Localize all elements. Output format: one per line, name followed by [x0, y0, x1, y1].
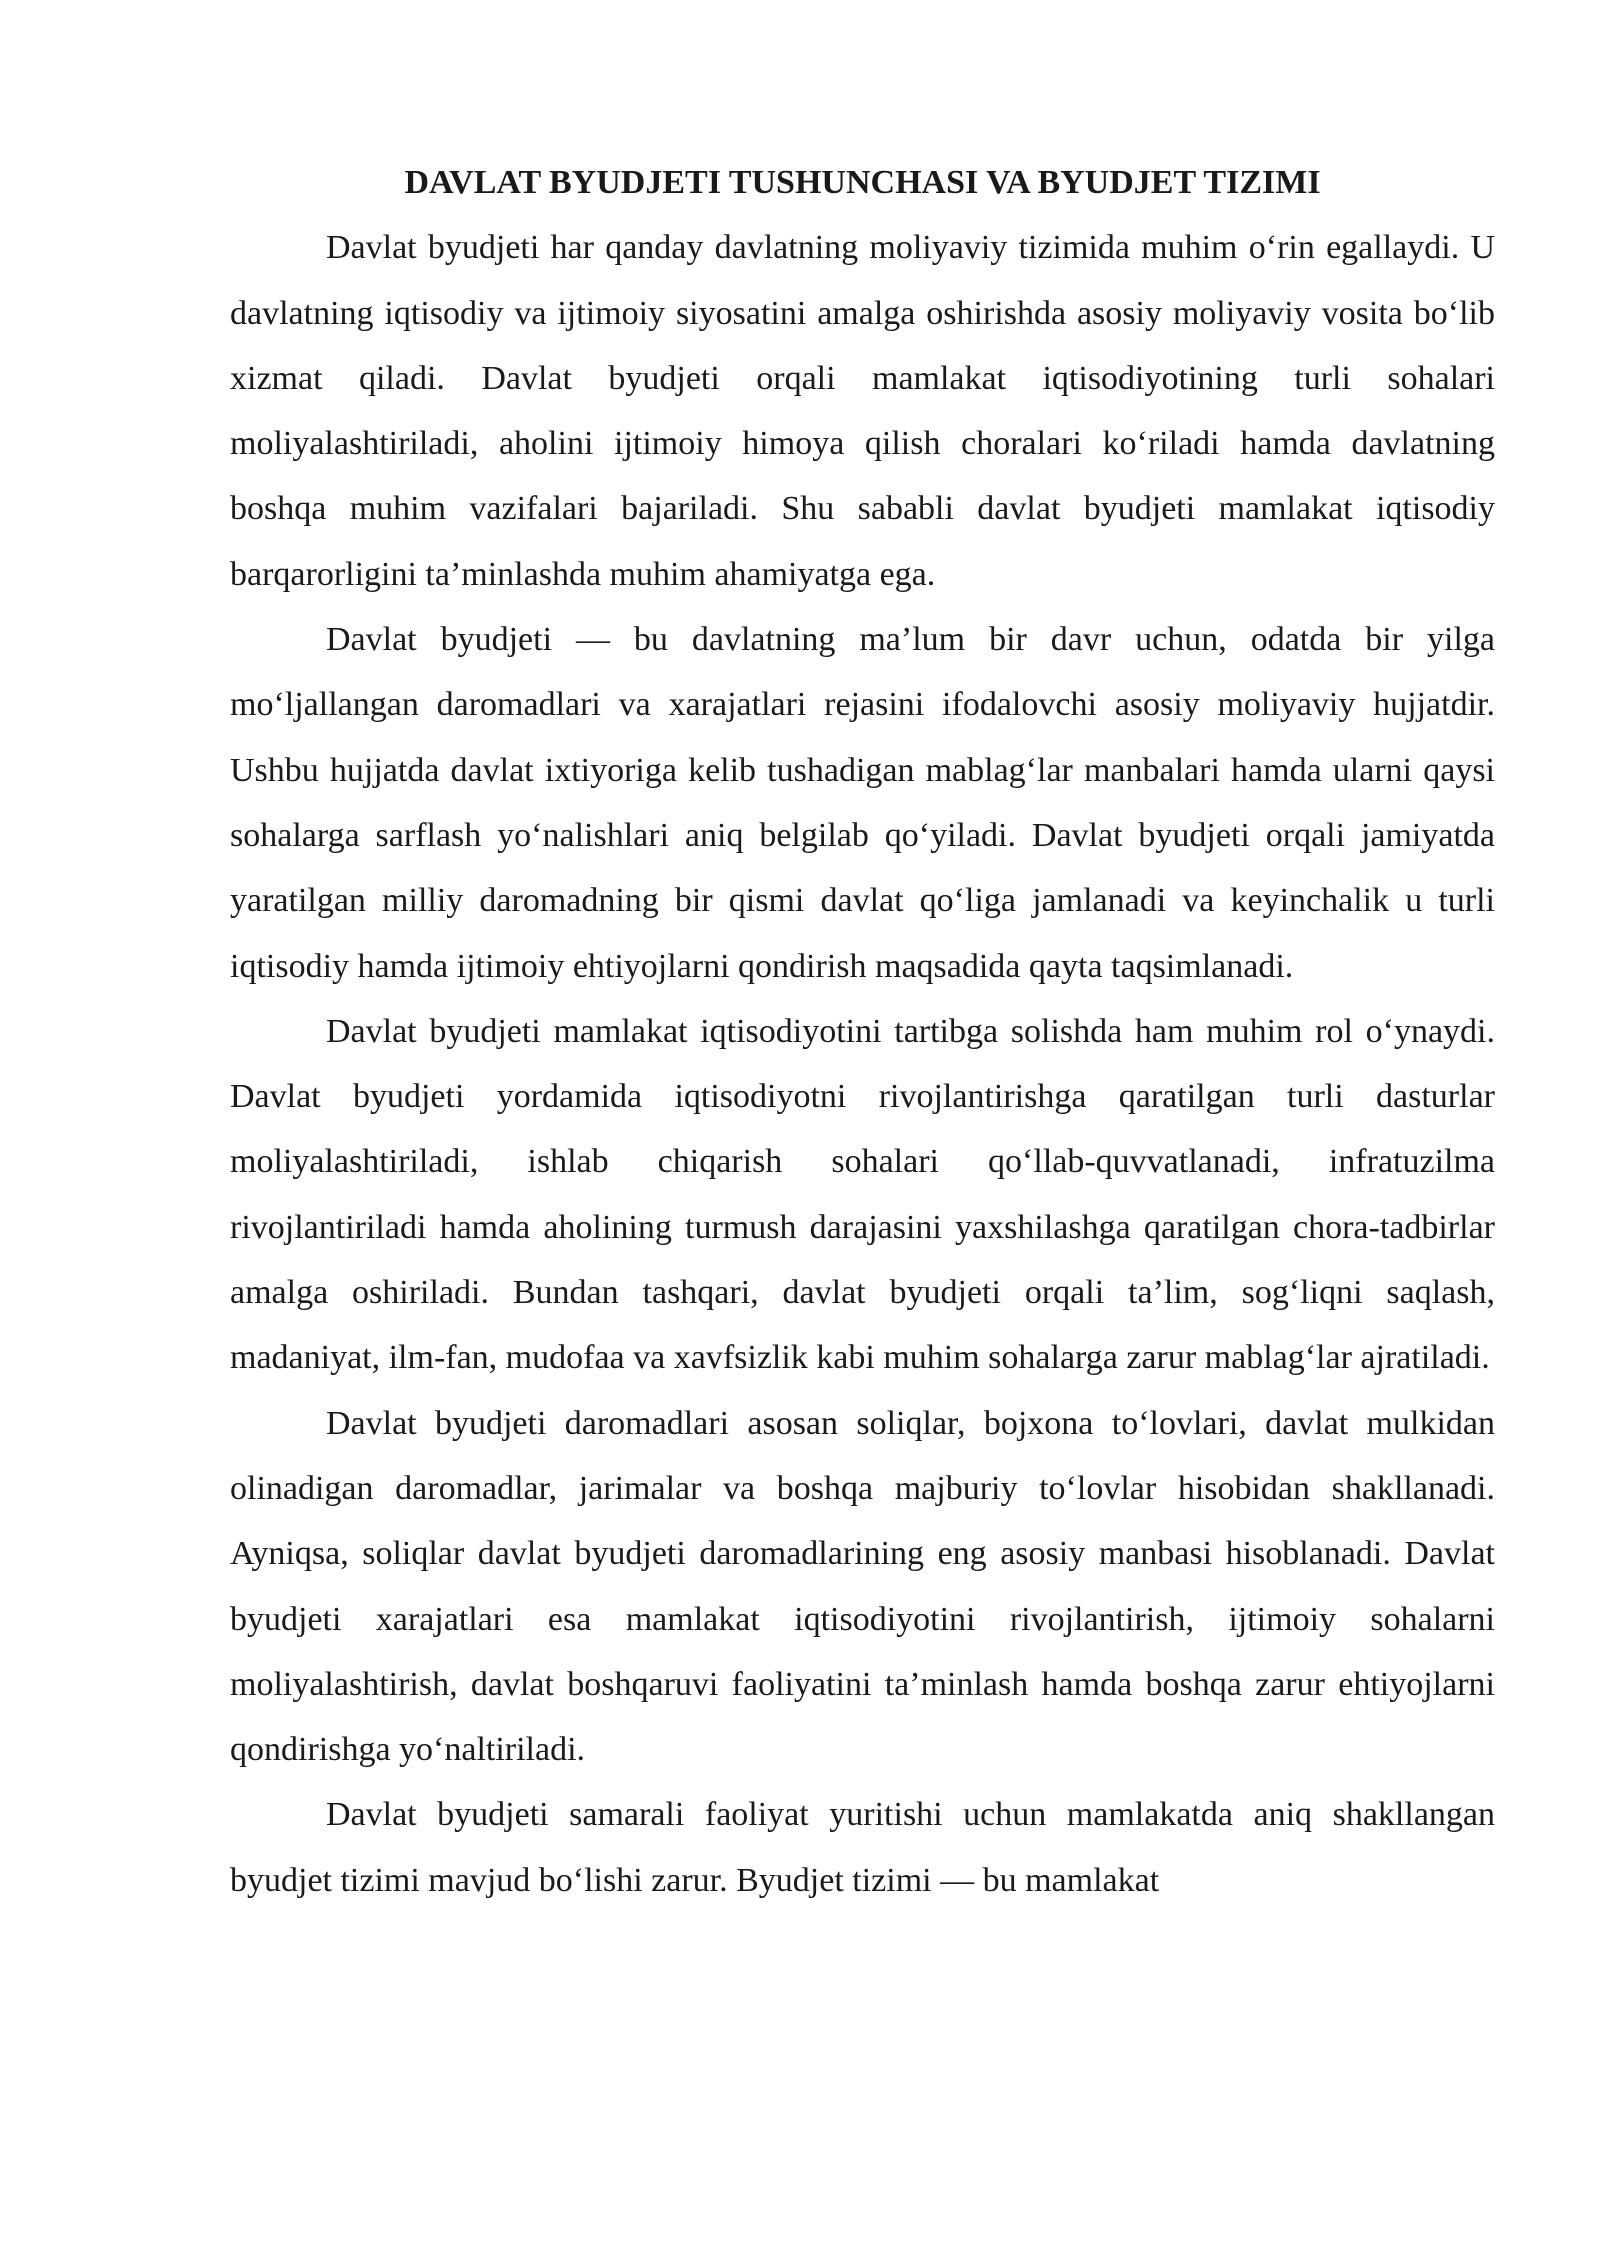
document-page [230, 150, 1495, 1913]
paragraph-1: Davlat byudjeti har qanday davlatning moliyaviy tizimida muhim o‘rin egallaydi. U davlatning iqtisodiy va ijtimoiy siyosatini amalga oshirishda asosiy moliyaviy vosita bo‘lib xizmat qiladi. Davlat byudjeti orqali mamlakat iqtisodiyotining turli sohalari moliyalashtiriladi, aholini ijtimoiy himoya qilish choralari ko‘riladi hamda davlatning boshqa muhim vazifalari bajariladi. Shu sababli davlat byudjeti mamlakat iqtisodiy barqarorligini ta’minlashda muhim ahamiyatga ega. [230, 229, 1495, 593]
paragraph-2: Davlat byudjeti — bu davlatning ma’lum bir davr uchun, odatda bir yilga mo‘ljallangan daromadlari va xarajatlari rejasini ifodalovchi asosiy moliyaviy hujjatdir. Ushbu hujjatda davlat ixtiyoriga kelib tushadigan mablag‘lar manbalari hamda ularni qaysi sohalarga sarflash yo‘nalishlari aniq belgilab qo‘yiladi. Davlat byudjeti orqali jamiyatda yaratilgan milliy daromadning bir qismi davlat qo‘liga jamlanadi va keyinchalik u turli iqtisodiy hamda ijtimoiy ehtiyojlarni qondirish maqsadida qayta taqsimlanadi. [230, 621, 1495, 985]
paragraph-4: Davlat byudjeti daromadlari asosan soliqlar, bojxona to‘lovlari, davlat mulkidan olinadigan daromadlar, jarimalar va boshqa majburiy to‘lovlar hisobidan shakllanadi. Ayniqsa, soliqlar davlat byudjeti daromadlarining eng asosiy manbasi hisoblanadi. Davlat byudjeti xarajatlari esa mamlakat iqtisodiyotini rivojlantirish, ijtimoiy sohalarni moliyalashtirish, davlat boshqaruvi faoliyatini ta’minlash hamda boshqa zarur ehtiyojlarni qondirishga yo‘naltiriladi. [230, 1404, 1495, 1769]
document-title: DAVLAT BYUDJETI TUSHUNCHASI VA BYUDJET TIZIMI [404, 164, 1321, 201]
paragraph-5: Davlat byudjeti samarali faoliyat yuritishi uchun mamlakatda aniq shakllangan byudjet tizimi mavjud bo‘lishi zarur. Byudjet tizimi — bu mamlakat [230, 1796, 1495, 1899]
paragraph-3: Davlat byudjeti mamlakat iqtisodiyotini tartibga solishda ham muhim rol o‘ynaydi. Davlat byudjeti yordamida iqtisodiyotni rivojlantirishga qaratilgan turli dasturlar moliyalashtiriladi, ishlab chiqarish sohalari qo‘llab-quvvatlanadi, infratuzilma rivojlantiriladi hamda aholining turmush darajasini yaxshilashga qaratilgan chora-tadbirlar amalga oshiriladi. Bundan tashqari, davlat byudjeti orqali ta’lim, sog‘liqni saqlash, madaniyat, ilm-fan, mudofaa va xavfsizlik kabi muhim sohalarga zarur mablag‘lar ajratiladi. [230, 1012, 1495, 1377]
